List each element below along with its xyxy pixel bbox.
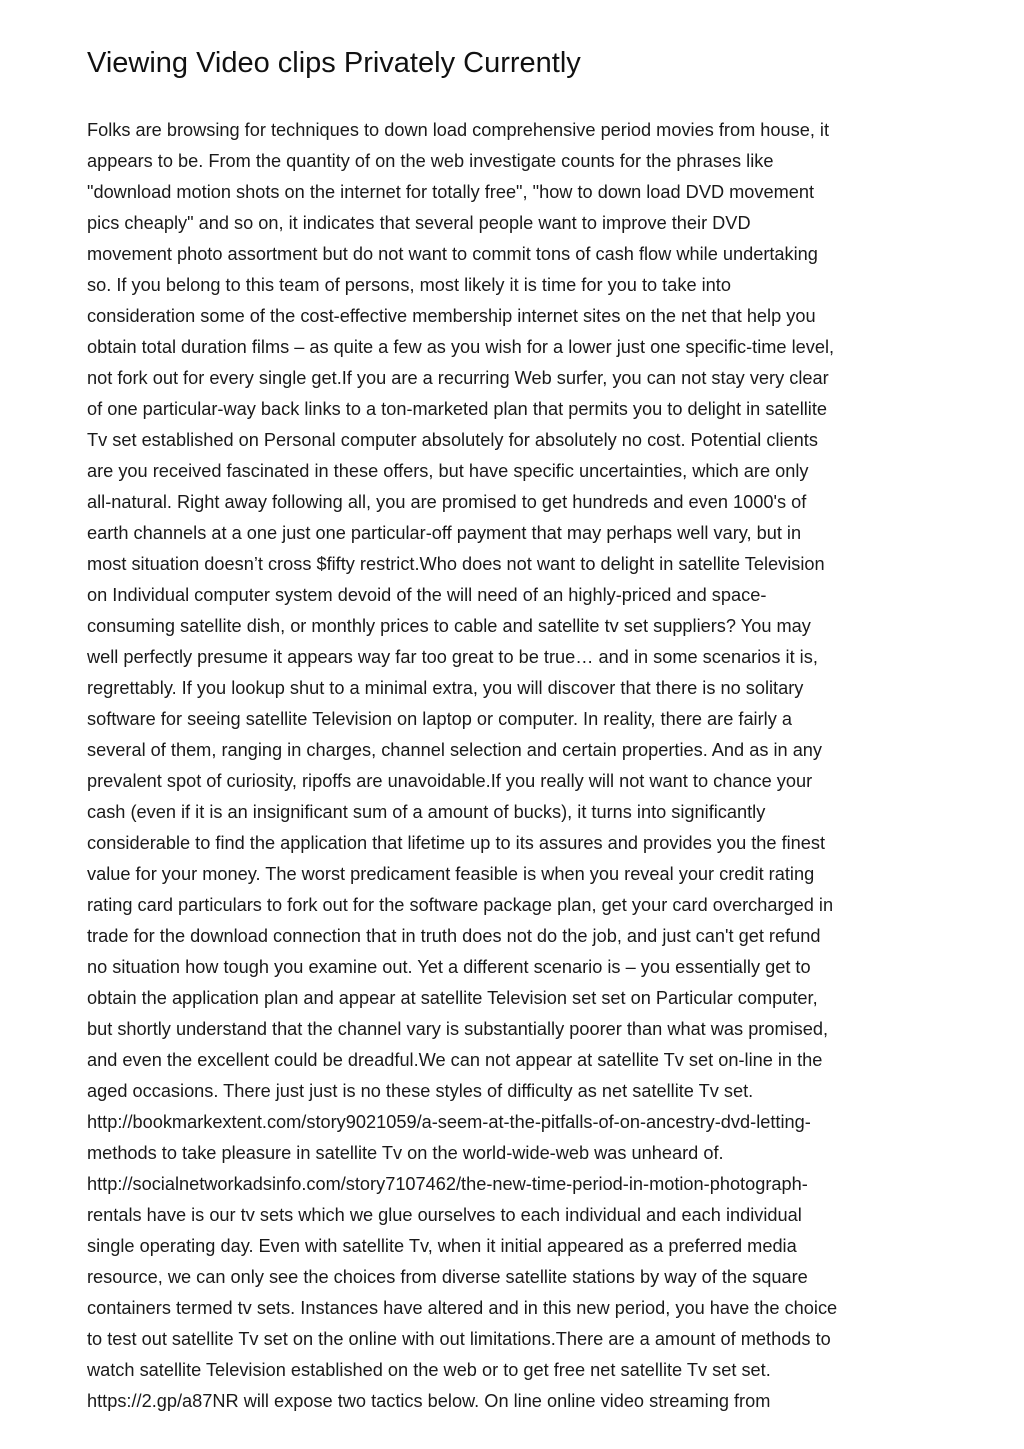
body-line: software for seeing satellite Television on laptop or computer. In reality, there are fairly a [87,709,792,729]
body-line: so. If you belong to this team of persons, most likely it is time for you to take into [87,275,731,295]
document-page [87,40,947,1411]
body-line: prevalent spot of curiosity, ripoffs are unavoidable.If you really will not want to chance your [87,771,813,791]
body-line: movement photo assortment but do not want to commit tons of cash flow while undertaking [87,244,818,264]
document-title: Viewing Video clips Privately Currently [87,47,581,79]
body-line: several of them, ranging in charges, channel selection and certain properties. And as in any [87,740,823,760]
body-line: of one particular-way back links to a ton-marketed plan that permits you to delight in satellite [87,399,828,419]
body-line: well perfectly presume it appears way far too great to be true… and in some scenarios it is, [87,647,818,667]
body-line: pics cheaply" and so on, it indicates that several people want to improve their DVD [87,213,751,233]
body-line: single operating day. Even with satellite Tv, when it initial appeared as a preferred media [87,1236,797,1256]
body-line: Folks are browsing for techniques to down load comprehensive period movies from house, it [87,120,830,140]
body-line: regrettably. If you lookup shut to a minimal extra, you will discover that there is no solitary [87,678,804,698]
body-line: containers termed tv sets. Instances have altered and in this new period, you have the choice [87,1298,838,1318]
body-line: to test out satellite Tv set on the online with out limitations.There are a amount of methods to [87,1329,831,1349]
body-line: most situation doesn’t cross $fifty restrict.Who does not want to delight in satellite Television [87,554,825,574]
body-line: not fork out for every single get.If you are a recurring Web surfer, you can not stay very clear [87,368,829,388]
body-line: http://socialnetworkadsinfo.com/story7107462/the-new-time-period-in-motion-photograph- [87,1174,808,1194]
body-line: no situation how tough you examine out. Yet a different scenario is – you essentially get to [87,957,811,977]
body-line: earth channels at a one just one particular-off payment that may perhaps well vary, but in [87,523,802,543]
body-line: consideration some of the cost-effective membership internet sites on the net that help you [87,306,816,326]
document-body [87,115,947,1417]
body-line: obtain total duration films – as quite a few as you wish for a lower just one specific-time level, [87,337,835,357]
body-line: http://bookmarkextent.com/story9021059/a-seem-at-the-pitfalls-of-on-ancestry-dvd-letting- [87,1112,811,1132]
body-line: aged occasions. There just just is no these styles of difficulty as net satellite Tv set. [87,1081,754,1101]
body-line: resource, we can only see the choices from diverse satellite stations by way of the square [87,1267,808,1287]
body-line: are you received fascinated in these offers, but have specific uncertainties, which are only [87,461,809,481]
body-line: consuming satellite dish, or monthly prices to cable and satellite tv set suppliers? You may [87,616,811,636]
body-line: value for your money. The worst predicament feasible is when you reveal your credit rating [87,864,815,884]
body-line: rating card particulars to fork out for the software package plan, get your card overcharged in [87,895,834,915]
body-line: rentals have is our tv sets which we glue ourselves to each individual and each individual [87,1205,802,1225]
body-line: all-natural. Right away following all, you are promised to get hundreds and even 1000's of [87,492,807,512]
body-line: on Individual computer system devoid of the will need of an highly-priced and space- [87,585,767,605]
body-line: obtain the application plan and appear at satellite Television set set on Particular computer, [87,988,818,1008]
body-line: methods to take pleasure in satellite Tv on the world-wide-web was unheard of. [87,1143,724,1163]
body-line: and even the excellent could be dreadful.We can not appear at satellite Tv set on-line in the [87,1050,823,1070]
body-line: Tv set established on Personal computer absolutely for absolutely no cost. Potential clients [87,430,818,450]
body-line: "download motion shots on the internet for totally free", "how to down load DVD movement [87,182,815,202]
body-line: https://2.gp/a87NR will expose two tactics below. On line online video streaming from [87,1391,771,1411]
body-line: but shortly understand that the channel vary is substantially poorer than what was promised, [87,1019,829,1039]
body-line: cash (even if it is an insignificant sum of a amount of bucks), it turns into significantly [87,802,766,822]
body-line: appears to be. From the quantity of on the web investigate counts for the phrases like [87,151,774,171]
body-line: trade for the download connection that in truth does not do the job, and just can't get refund [87,926,821,946]
body-line: watch satellite Television established on the web or to get free net satellite Tv set set. [87,1360,771,1380]
body-line: considerable to find the application that lifetime up to its assures and provides you the finest [87,833,826,853]
